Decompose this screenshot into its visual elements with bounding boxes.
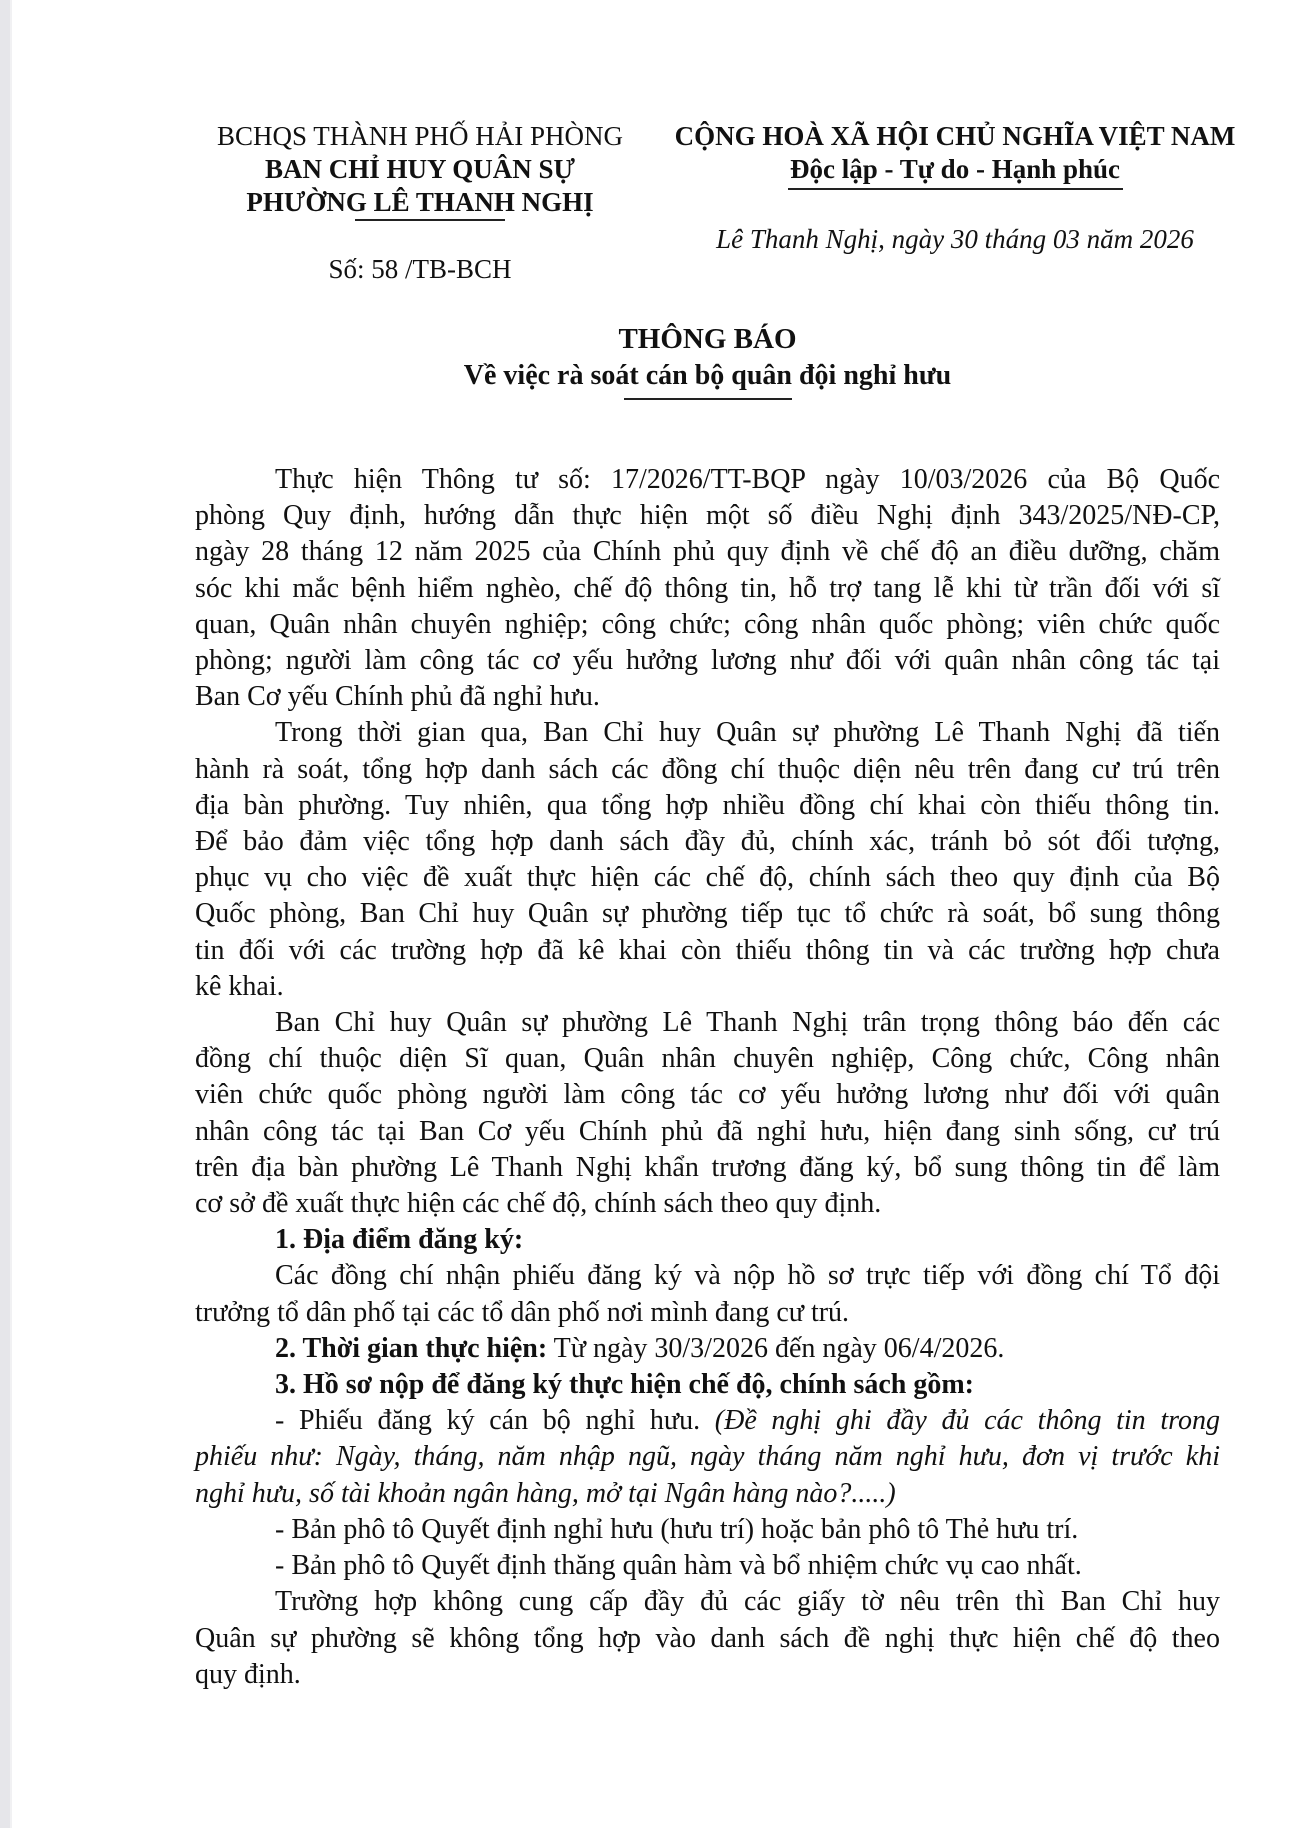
- text-line: phiếu như: Ngày, tháng, năm nhập ngũ, ngày tháng năm nghỉ hưu, đơn vị trước khi: [195, 1441, 1220, 1473]
- agency-ward: PHƯỜNG LÊ THANH NGHỊ: [246, 187, 594, 217]
- viewer-left-edge: [0, 0, 12, 1828]
- text-line: trên địa bàn phường Lê Thanh Nghị khẩn trương đăng ký, bổ sung thông tin để làm: [195, 1151, 1220, 1183]
- national-title: CỘNG HOÀ XÃ HỘI CHỦ NGHĨA VIỆT NAM: [674, 121, 1236, 151]
- text-line: Để bảo đảm việc tổng hợp danh sách đầy đủ, chính xác, tránh bỏ sót đối tượng,: [195, 826, 1220, 858]
- list-item-promotion-decision: - Bản phô tô Quyết định thăng quân hàm và bổ nhiệm chức vụ cao nhất.: [275, 1550, 1082, 1582]
- parent-agency: BCHQS THÀNH PHỐ HẢI PHÒNG: [216, 121, 624, 151]
- document-body: [195, 462, 1220, 1693]
- national-motto: Độc lập - Tự do - Hạnh phúc: [789, 154, 1121, 184]
- section-2: [195, 1331, 1220, 1367]
- paragraph-3: [195, 1005, 1220, 1222]
- text-line: Trường hợp không cung cấp đầy đủ các giấy tờ nêu trên thì Ban Chỉ huy: [275, 1586, 1220, 1618]
- text-line: cơ sở đề xuất thực hiện các chế độ, chính sách theo quy định.: [195, 1188, 882, 1220]
- text-line: nhân công tác tại Ban Cơ yếu Chính phủ đã nghỉ hưu, hiện đang sinh sống, cư trú: [195, 1115, 1220, 1147]
- text-line: sóc khi mắc bệnh hiểm nghèo, chế độ thông tin, hỗ trợ tang lễ khi từ trần đối với sĩ: [195, 572, 1220, 604]
- item-text: - Phiếu đăng ký cán bộ nghỉ hưu.: [275, 1405, 715, 1437]
- text-line: Ban Cơ yếu Chính phủ đã nghỉ hưu.: [195, 681, 600, 713]
- paragraph-1: [195, 462, 1220, 715]
- document-type: THÔNG BÁO: [618, 323, 797, 355]
- text-line: địa bàn phường. Tuy nhiên, qua tổng hợp nhiều đồng chí khai còn thiếu thông tin.: [195, 789, 1220, 821]
- text-line: quan, Quân nhân chuyên nghiệp; công chức; công nhân quốc phòng; viên chức quốc: [195, 608, 1220, 640]
- text-line: trưởng tổ dân phố tại các tổ dân phố nơi mình đang cư trú.: [195, 1296, 850, 1328]
- section-2-text: Từ ngày 30/3/2026 đến ngày 06/4/2026.: [547, 1332, 1005, 1364]
- section-3-heading: 3. Hồ sơ nộp để đăng ký thực hiện chế độ, chính sách gồm:: [275, 1369, 974, 1401]
- agency-underline: [355, 219, 505, 221]
- text-line: viên chức quốc phòng người làm công tác cơ yếu hưởng lương như đối với quân: [195, 1079, 1220, 1111]
- place-date: Lê Thanh Nghị, ngày 30 tháng 03 năm 2026: [716, 224, 1194, 254]
- text-line: ngày 28 tháng 12 năm 2025 của Chính phủ quy định về chế độ an điều dưỡng, chăm: [195, 536, 1220, 568]
- text-line: Các đồng chí nhận phiếu đăng ký và nộp hồ sơ trực tiếp với đồng chí Tổ đội: [275, 1260, 1220, 1292]
- national-motto-block: [655, 120, 1255, 190]
- paragraph-2: [195, 715, 1220, 1005]
- text-line: phòng; người làm công tác cơ yếu hưởng lương như đối với quân nhân công tác tại: [195, 645, 1220, 677]
- text-line: hành rà soát, tổng hợp danh sách các đồng chí thuộc diện nêu trên đang cư trú trên: [195, 753, 1220, 785]
- subject-underline: [624, 398, 792, 400]
- text-line: quy định.: [195, 1658, 301, 1690]
- list-item-registration-form: [195, 1403, 1220, 1439]
- text-line: Trong thời gian qua, Ban Chỉ huy Quân sự phường Lê Thanh Nghị đã tiến: [275, 717, 1220, 749]
- section-1: [195, 1222, 1220, 1331]
- text-line: kê khai.: [195, 970, 284, 1002]
- document-number: Số: 58 /TB-BCH: [328, 254, 512, 284]
- section-2-heading: 2. Thời gian thực hiện:: [275, 1332, 548, 1364]
- section-3: [195, 1367, 1220, 1584]
- text-line: Quân sự phường sẽ không tổng hợp vào danh sách đề nghị thực hiện chế độ theo: [195, 1622, 1220, 1654]
- section-1-heading: 1. Địa điểm đăng ký:: [275, 1224, 524, 1256]
- text-line: Quốc phòng, Ban Chỉ huy Quân sự phường tiếp tục tổ chức rà soát, bổ sung thông: [195, 898, 1220, 930]
- text-line: phục vụ cho việc đề xuất thực hiện các chế độ, chính sách theo quy định của Bộ: [195, 862, 1220, 894]
- agency-name: BAN CHỈ HUY QUÂN SỰ: [264, 154, 575, 184]
- text-line: đồng chí thuộc diện Sĩ quan, Quân nhân chuyên nghiệp, Công chức, Công nhân: [195, 1043, 1220, 1075]
- text-line: Thực hiện Thông tư số: 17/2026/TT-BQP ngày 10/03/2026 của Bộ Quốc: [275, 464, 1220, 495]
- document-subject: Về việc rà soát cán bộ quân đội nghỉ hưu: [463, 360, 952, 391]
- text-line: Ban Chỉ huy Quân sự phường Lê Thanh Nghị trân trọng thông báo đến các: [275, 1007, 1220, 1039]
- text-line: nghỉ hưu, số tài khoản ngân hàng, mở tại Ngân hàng nào?.....): [195, 1477, 896, 1509]
- text-line: tin đối với các trường hợp đã kê khai còn thiếu thông tin và các trường hợp chưa: [195, 934, 1220, 966]
- issuing-agency-block: [170, 120, 670, 221]
- section-2-line: [195, 1331, 1220, 1367]
- closing-paragraph: [195, 1584, 1220, 1693]
- item-note: (Đề nghị ghi đầy đủ các thông tin trong: [714, 1405, 1220, 1437]
- document-title-block: [195, 320, 1220, 400]
- list-item-retirement-decision: - Bản phô tô Quyết định nghỉ hưu (hưu trí) hoặc bản phô tô Thẻ hưu trí.: [275, 1513, 1079, 1545]
- motto-underline: [788, 188, 1123, 190]
- text-line: phòng Quy định, hướng dẫn thực hiện một số điều Nghị định 343/2025/NĐ-CP,: [195, 500, 1220, 532]
